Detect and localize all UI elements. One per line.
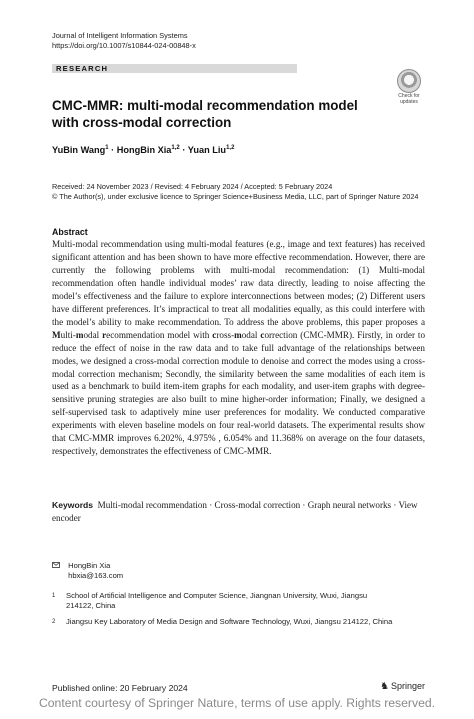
abstract-heading: Abstract	[52, 227, 88, 237]
author-separator: ·	[182, 145, 186, 156]
corresponding-author-email[interactable]: hbxia@163.com	[68, 571, 124, 581]
affiliation-2	[52, 617, 425, 627]
article-history	[52, 182, 418, 202]
check-for-updates-icon	[397, 69, 421, 93]
author-affiliation-marker: 1	[105, 145, 109, 151]
corresponding-author	[52, 561, 123, 582]
affiliation-text-line1: School of Artificial Intelligence and Computer Science, Jiangnan University, Wuxi, Jiangsu	[66, 591, 368, 600]
model-name-fragment: ulti-	[60, 329, 76, 340]
paper-title	[52, 98, 372, 131]
acronym-letter: r	[102, 329, 107, 340]
copyright-line: © The Author(s), under exclusive licence to Springer Science+Business Media, LLC, part of Springer Nature 2024	[52, 192, 419, 201]
check-for-updates-badge[interactable]	[392, 69, 426, 105]
published-online-date: Published online: 20 February 2024	[52, 683, 188, 693]
paper-title-line2: with cross-modal correction	[52, 114, 232, 130]
history-dates: Received: 24 November 2023 / Revised: 4 February 2024 / Accepted: 5 February 2024	[52, 182, 333, 191]
author-name[interactable]: YuBin Wang	[52, 145, 106, 156]
section-label-bar	[52, 64, 297, 73]
model-name-fragment: orrection	[264, 329, 298, 340]
publisher-logo[interactable]	[380, 681, 425, 692]
acronym-letter: c	[260, 329, 265, 340]
model-name-fragment: odal	[241, 329, 261, 340]
model-name-fragment: ross-	[216, 329, 235, 340]
abstract-text-part1: Multi-modal recommendation using multi-modal features (e.g., image and text features) has received significant attention and has been shown to have more effective recommendation. However, there are currently the following problems with multi-modal recommendation: (1) Multi-modal recommendation often handle individual modes’ raw data directly, leading to noise affecting the model’s effectiveness and the failure to explore interconnections between modes; (2) Different users have different preferences. It’s impractical to treat all modalities equally, as this could interfere with the model’s ability to make recommendation. To address the above problems, this paper proposes a	[52, 239, 425, 327]
section-label: RESEARCH	[56, 64, 109, 73]
springer-horse-icon: ♞	[380, 681, 389, 692]
affiliation-1	[52, 591, 425, 612]
paper-title-line1: CMC-MMR: multi-modal recommendation model	[52, 98, 358, 113]
check-for-updates-line2: updates	[400, 98, 418, 105]
envelope-icon	[52, 561, 60, 571]
affiliation-number: 1	[52, 593, 56, 599]
journal-header	[52, 31, 196, 51]
check-for-updates-line1: Check for	[398, 93, 420, 99]
keywords-list: Multi-modal recommendation · Cross-modal correction · Graph neural networks · View encoder	[52, 500, 418, 523]
corresponding-author-name: HongBin Xia	[68, 561, 111, 570]
abstract-text-part2: (CMC-MMR). Firstly, in order to reduce the effect of noise in the raw data and to take full advantage of the relationships between modes, we designed a cross-modal correction module to denoise and correct the modes using a cross-modal correction mechanism; Secondly, the similarity between the same modalities of each item is used as a benchmark to build item-item graphs for each modality, and user-item graphs with degree-sensitive pruning strategies are also built to mine higher-order information; Finally, we designed a self-supervised task to adaptively mine user preferences for modality. We conducted comparative experiments with eleven baseline models on four real-world datasets. The experimental results show that CMC-MMR improves 6.202%, 4.975% , 6.054% and 11.368% on average on the four datasets, respectively, demonstrates the effectiveness of CMC-MMR.	[52, 329, 426, 457]
acronym-letter: m	[234, 329, 242, 340]
copyright-watermark: Content courtesy of Springer Nature, terms of use apply. Rights reserved.	[38, 696, 436, 710]
abstract-body	[52, 238, 425, 458]
journal-name: Journal of Intelligent Information Systems	[52, 31, 188, 40]
author-name[interactable]: HongBin Xia	[116, 145, 172, 156]
author-name[interactable]: Yuan Liu	[187, 145, 227, 156]
affiliation-text-line1: Jiangsu Key Laboratory of Media Design and Software Technology, Wuxi, Jiangsu 214122, China	[66, 617, 393, 626]
acronym-letter: m	[75, 329, 84, 340]
keywords-label: Keywords	[52, 500, 94, 510]
author-list	[52, 145, 234, 155]
author-separator: ·	[111, 145, 115, 156]
acronym-letter: M	[52, 329, 61, 340]
publisher-name: Springer	[390, 681, 425, 691]
journal-doi[interactable]: https://doi.org/10.1007/s10844-024-00848-x	[52, 41, 196, 50]
acronym-letter: c	[212, 329, 217, 340]
model-name-fragment: ecommendation model with	[106, 329, 213, 340]
model-name-fragment: odal	[83, 329, 103, 340]
author-affiliation-marker: 1,2	[226, 145, 235, 151]
author-affiliation-marker: 1,2	[171, 145, 180, 151]
affiliation-number: 2	[52, 619, 56, 625]
affiliation-text-line2: 214122, China	[66, 601, 116, 611]
keywords-section	[52, 499, 425, 525]
